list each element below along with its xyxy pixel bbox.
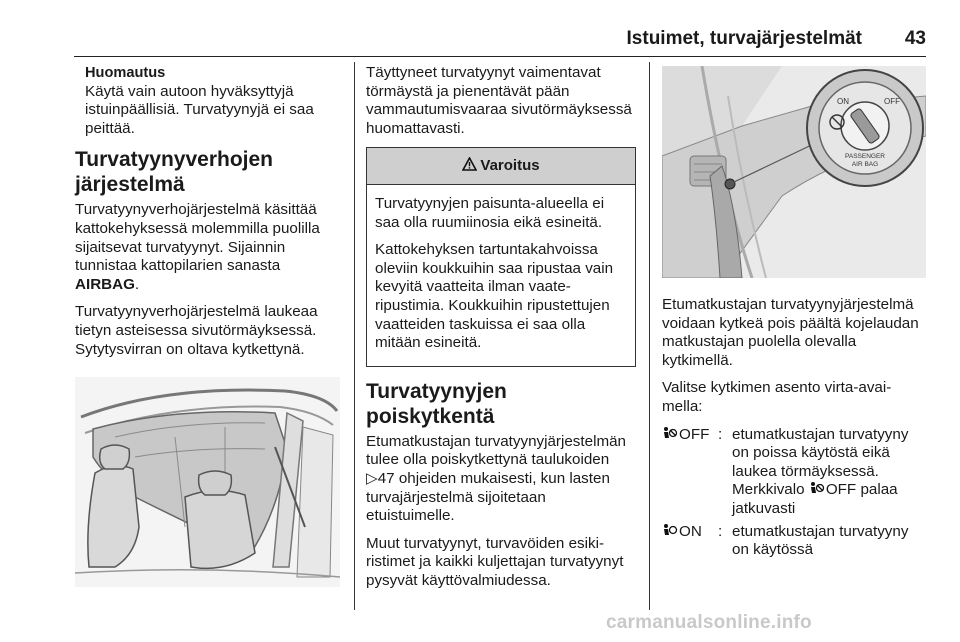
paragraph: Etumatkustajan turvatyynyjärjestelmä voidaan kytkeä pois päältä kojelaudan matkustajan puolella olevalla kytkimellä. <box>662 296 919 369</box>
switch-passenger-label: PASSENGER <box>845 153 885 160</box>
column-divider <box>354 62 355 610</box>
switch-desc-off: etumatkustajan turvatyyny on poissa käytöstä eikä laukea törmäyksessä. <box>732 425 909 480</box>
switch-desc-off: Merkkivalo <box>732 481 805 499</box>
section-heading-curtain-airbags: Turvatyynyverhojen järjestelmä <box>75 148 274 197</box>
note-title: Huomautus <box>85 65 166 81</box>
paragraph: Turvatyynyverhojärjestelmä laukeaa tietyn asteisessa sivutörmäyksessä. Sytytysvirran on oltava kytkettynä. <box>75 303 318 358</box>
paragraph-text: Etumatkustajan turvatyynyjärjestelmän tulee olla poiskytkettynä taulukoiden <box>366 432 626 469</box>
note-block <box>75 64 345 138</box>
page-header <box>74 18 926 57</box>
switch-airbag-label: AIR BAG <box>851 161 879 168</box>
switch-key-off: OFF <box>679 425 710 443</box>
car-interior-illustration <box>75 377 340 587</box>
switch-desc-on: etumatkustajan turvatyyny on käytössä <box>732 522 909 559</box>
section-heading-airbag-deactivation: Turvatyynyjen poiskytkentä <box>366 379 507 428</box>
airbag-on-icon <box>662 523 678 538</box>
column-1 <box>75 64 345 587</box>
switch-on-label: ON <box>837 97 849 106</box>
separator: : <box>718 522 723 540</box>
paragraph-text: ohjeiden mukaisesti, kun lasten turvajärjestelmä sijoitetaan etuistuimelle. <box>366 469 610 525</box>
warning-title: Varoitus <box>480 157 540 175</box>
paragraph-text: . <box>134 275 140 293</box>
switch-key-on: ON <box>679 522 702 540</box>
column-2 <box>366 64 636 599</box>
page-reference[interactable]: 47 <box>377 469 395 487</box>
switch-off-label: OFF <box>884 97 900 106</box>
page-number: 43 <box>904 28 926 49</box>
switch-position-on <box>662 523 926 560</box>
paragraph-text: Turvatyynyverhojärjestelmä käsittää kattokehyksessä molemmilla puolilla sijaitsevat turvatyynyt. Sijainnin tunnistaa kattopilarien sanasta <box>75 201 320 275</box>
header-title: Istuimet, turvajärjestelmät <box>626 28 862 49</box>
warning-box <box>366 147 636 366</box>
switch-key-off-inline: OFF <box>825 481 857 499</box>
column-divider <box>649 62 650 610</box>
column-3 <box>662 64 926 564</box>
switch-position-list <box>662 426 926 560</box>
airbag-switch-illustration <box>662 66 926 278</box>
separator: : <box>718 425 723 443</box>
warning-text: Kattokehyksen tartuntakahvoissa oleviin koukkuihin saa ripustaa vain kevyitä vaatteita ilman vaateripustimia. Koukkuihin ripustettujen vaatteiden taskuissa ei saa olla mitään esineitä. <box>375 241 614 352</box>
switch-desc-off: palaa jatkuvasti <box>732 481 898 517</box>
switch-position-off <box>662 426 926 519</box>
airbag-off-icon <box>662 426 678 441</box>
dashboard-switch-illustration <box>662 66 926 278</box>
curtain-airbag-illustration <box>75 377 340 587</box>
paragraph: Muut turvatyynyt, turvavöiden esikiristimet ja kaikki kuljettajan turvatyynyt pysyvät käyttövalmiudessa. <box>366 534 624 589</box>
warning-triangle-icon <box>462 157 477 171</box>
paragraph: Täyttyneet turvatyynyt vaimentavat törmäystä ja pienentävät pään vammautumisvaaraa sivutörmäyksessä huomattavasti. <box>366 64 632 137</box>
paragraph <box>366 433 636 526</box>
warning-header <box>367 148 635 185</box>
paragraph <box>75 201 345 294</box>
warning-text: Turvatyynyjen paisunta-alueella ei saa olla ruumiinosia eikä esineitä. <box>375 194 605 231</box>
paragraph: Valitse kytkimen asento virta-avaimella: <box>662 379 892 415</box>
airbag-off-icon <box>809 481 825 496</box>
watermark: carmanualsonline.info <box>606 612 812 633</box>
warning-body <box>367 185 635 366</box>
airbag-label: AIRBAG <box>75 275 135 293</box>
note-text: Käytä vain autoon hyväksyttyjä istuinpäällisiä. Turvatyynyjä ei saa peittää. <box>85 82 314 137</box>
page-reference-icon[interactable]: ▷ <box>366 469 378 487</box>
